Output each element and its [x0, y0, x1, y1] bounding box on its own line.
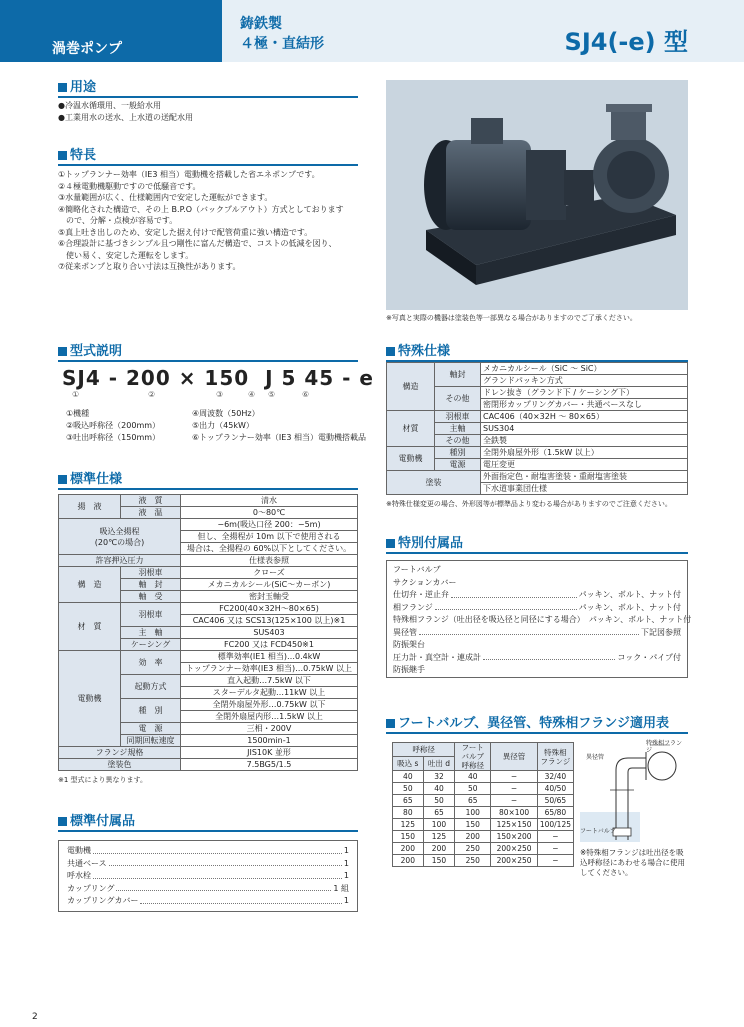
- table-cell: 150×200: [491, 831, 538, 843]
- item-name: カップリングカバー: [67, 896, 139, 905]
- item-name: 防振継手: [393, 665, 425, 674]
- table-cell: 200×250: [491, 855, 538, 867]
- table-cell: 40: [393, 771, 424, 783]
- table-cell: ドレン抜き（グランド下 / ケーシング下）: [481, 387, 688, 399]
- column-header: 吸込 s: [393, 757, 424, 771]
- table-cell: 100: [455, 807, 491, 819]
- table-cell: −: [537, 843, 573, 855]
- table-row: [59, 567, 358, 579]
- table-cell: 65: [455, 795, 491, 807]
- list-item: ⑤真上吐き出しのため、安定した据え付けで配管荷重に強い構造です。: [58, 227, 313, 237]
- column-header: 異径管: [491, 743, 538, 771]
- table-cell: 32: [423, 771, 455, 783]
- special-spec-table: [386, 362, 688, 495]
- table-row: [59, 555, 358, 567]
- explain-item: ②吸込呼称径（200mm）: [66, 421, 161, 430]
- table-cell: 80×100: [491, 807, 538, 819]
- page-number: 2: [32, 1012, 38, 1022]
- row-header: 塗装色: [59, 759, 181, 771]
- pump-photo: [386, 80, 688, 310]
- row-header: 許容押込圧力: [59, 555, 181, 567]
- standard-spec-table: [58, 494, 358, 771]
- diagram-label-pipe: 異径管: [586, 754, 605, 761]
- table-cell: 40: [423, 783, 455, 795]
- table-row: [59, 651, 358, 663]
- table-cell: 125: [393, 819, 424, 831]
- row-header: 材質: [387, 411, 435, 447]
- item-qty: 1: [343, 846, 349, 855]
- table-cell: クローズ: [181, 567, 358, 579]
- list-item: 使い易く、安定した運転をします。: [58, 250, 194, 260]
- table-cell: 外面指定色・耐塩害塗装・重耐塩害塗装: [481, 471, 688, 483]
- diagram-label-flange: 特殊相フランジ: [646, 740, 683, 754]
- table-cell: 80: [393, 807, 424, 819]
- row-header: 材 質: [59, 603, 121, 651]
- flange-table: [392, 742, 574, 867]
- table-cell: SUS304: [481, 423, 688, 435]
- flange-table-wrap: [392, 742, 574, 867]
- table-cell: 全鉄製: [481, 435, 688, 447]
- table-cell: 電圧変更: [481, 459, 688, 471]
- item-name: 圧力計・真空計・連成計: [393, 652, 481, 662]
- table-cell: 50/65: [537, 795, 573, 807]
- table-cell: CAC406（40×32H ～ 80×65）: [481, 411, 688, 423]
- pipe-diagram: [580, 740, 684, 844]
- row-subheader: その他: [435, 387, 481, 411]
- table-cell: 40: [455, 771, 491, 783]
- table-row: [393, 783, 574, 795]
- standard-spec-table-wrap: [58, 494, 358, 786]
- list-item: ②４極電動機駆動ですので低騒音です。: [58, 181, 201, 191]
- special-spec-table-wrap: [386, 362, 688, 510]
- std-acc-box: [58, 840, 358, 912]
- standard-spec-heading: 標準仕様: [58, 472, 358, 490]
- material-title: 鋳鉄製: [240, 16, 282, 32]
- row-subheader: 起動方式: [121, 675, 181, 699]
- row-subheader: 種 別: [121, 699, 181, 723]
- list-item: [67, 858, 349, 871]
- table-row: [387, 411, 688, 423]
- special-spec-heading: 特殊仕様: [386, 344, 688, 362]
- table-row: [393, 819, 574, 831]
- row-header: フランジ規格: [59, 747, 181, 759]
- column-header: フート バルブ 呼称径: [455, 743, 491, 771]
- item-name: 呼水栓: [67, 871, 91, 880]
- list-item: ので、分解・点検が容易です。: [58, 216, 178, 225]
- features-list: [58, 169, 344, 273]
- table-row: [59, 603, 358, 615]
- row-subheader: 羽根車: [435, 411, 481, 423]
- list-item: [393, 639, 681, 652]
- flange-table-note: ※特殊相フランジは吐出径を吸込呼称径にあわせる場合に使用してください。: [580, 848, 685, 877]
- table-row: [393, 807, 574, 819]
- special-acc-heading: 特別付属品: [386, 536, 688, 554]
- list-item: ⑦従来ポンプと取り合い寸法は互換性があります。: [58, 262, 241, 271]
- list-item: ①トップランナー効率（IE3 相当）電動機を搭載した省エネポンプです。: [58, 170, 320, 179]
- table-cell: 150: [423, 855, 455, 867]
- list-item: ●冷温水循環用、一般給水用: [58, 101, 161, 110]
- table-row: [59, 495, 358, 507]
- row-subheader: 電源: [435, 459, 481, 471]
- table-cell: 全閉外扇屋外形（1.5kW 以上）: [481, 447, 688, 459]
- table-cell: メカニカルシール（SiC ～ SiC）: [481, 363, 688, 375]
- table-cell: スターデルタ起動…11kW 以上: [181, 687, 358, 699]
- item-name: 防振架台: [393, 640, 425, 649]
- uses-heading: 用途: [58, 80, 358, 98]
- table-cell: メカニカルシール(SiC〜カーボン): [181, 579, 358, 591]
- row-header: 電動機: [59, 651, 121, 747]
- list-item: [393, 614, 692, 627]
- list-item: [393, 652, 681, 665]
- row-header: [59, 519, 181, 555]
- table-cell: 150: [393, 831, 424, 843]
- explain-item: ④周波数（50Hz）: [192, 409, 260, 418]
- row-header: 揚 液: [59, 495, 121, 519]
- table-cell: 直入起動…7.5kW 以下: [181, 675, 358, 687]
- table-row: [59, 759, 358, 771]
- model-explain-col2: [192, 408, 366, 444]
- table-row: [393, 855, 574, 867]
- std-acc-heading: 標準付属品: [58, 814, 358, 832]
- table-cell: 三相・200V: [181, 723, 358, 735]
- table-row: [393, 843, 574, 855]
- marker: ①: [72, 390, 80, 399]
- list-item: ⑥合理設計に基づきシンプル且つ剛性に富んだ構造で、コストの低減を図り、: [58, 239, 337, 248]
- table-cell: 100: [423, 819, 455, 831]
- table-cell: 250: [455, 843, 491, 855]
- table-cell: −: [537, 855, 573, 867]
- row-subheader: 主軸: [435, 423, 481, 435]
- table-cell: 0～80℃: [181, 507, 358, 519]
- header-category-band: [0, 0, 222, 62]
- table-cell: 密封玉軸受: [181, 591, 358, 603]
- table-cell: 32/40: [537, 771, 573, 783]
- type-title: ４極・直結形: [240, 36, 324, 52]
- item-name: カップリング: [67, 883, 115, 893]
- header-line: (20℃の場合): [94, 537, 145, 547]
- table-cell: −6m(吸込口径 200：−5m): [181, 519, 358, 531]
- table-row: [393, 771, 574, 783]
- model-explain-heading: 型式説明: [58, 344, 358, 362]
- item-detail: パッキン、ボルト、ナット付: [578, 602, 681, 612]
- table-cell: 40/50: [537, 783, 573, 795]
- row-subheader: 電 源: [121, 723, 181, 735]
- item-qty: 1: [343, 896, 349, 905]
- table-cell: トップランナー効率(IE3 相当)…0.75kW 以上: [181, 663, 358, 675]
- list-item: [393, 664, 681, 677]
- item-name: フートバルブ: [393, 565, 441, 574]
- item-detail: パッキン、ボルト、ナット付: [578, 590, 681, 599]
- flange-table-heading: フートバルブ、異径管、特殊相フランジ適用表: [386, 716, 688, 734]
- table-row: [59, 519, 358, 531]
- table-cell: 全閉外扇屋外形…0.75kW 以下: [181, 699, 358, 711]
- table-cell: SUS403: [181, 627, 358, 639]
- table-cell: −: [491, 771, 538, 783]
- table-row: [387, 471, 688, 483]
- table-cell: 50: [423, 795, 455, 807]
- row-subheader: 軸 封: [121, 579, 181, 591]
- table-row: [59, 747, 358, 759]
- row-header: 電動機: [387, 447, 435, 471]
- explain-item: ⑥トップランナー効率（IE3 相当）電動機搭載品: [192, 433, 366, 442]
- row-subheader: その他: [435, 435, 481, 447]
- table-cell: 標準効率(IE1 相当)…0.4kW: [181, 651, 358, 663]
- table-row: [393, 795, 574, 807]
- row-header: 構造: [387, 363, 435, 411]
- features-heading: 特長: [58, 148, 358, 166]
- explain-item: ③吐出呼称径（150mm）: [66, 433, 161, 442]
- table-cell: 200×250: [491, 843, 538, 855]
- row-subheader: ケーシング: [121, 639, 181, 651]
- list-item: ●工業用水の送水、上水道の送配水用: [58, 113, 193, 122]
- row-subheader: 羽根車: [121, 603, 181, 627]
- table-cell: 仕様表参照: [181, 555, 358, 567]
- row-subheader: 主 軸: [121, 627, 181, 639]
- table-row: [393, 831, 574, 843]
- model-code: SJ4 - 200 × 150 J 5 45 - e: [62, 366, 374, 390]
- model-explain-col1: [66, 408, 160, 444]
- table-row: [387, 363, 688, 375]
- model-title: SJ4(-e) 型: [564, 28, 688, 56]
- table-cell: −: [491, 795, 538, 807]
- item-name: 異径管: [393, 627, 417, 637]
- table-cell: 65: [393, 795, 424, 807]
- table-header-row: [393, 743, 574, 757]
- table-cell: 200: [393, 855, 424, 867]
- item-detail: パッキン、ボルト、ナット付: [588, 615, 692, 624]
- item-detail: 下記図参照: [641, 627, 681, 637]
- table-cell: 65: [423, 807, 455, 819]
- list-item: [393, 602, 681, 615]
- header-title-band: [222, 0, 744, 62]
- item-qty: 1 組: [333, 883, 349, 893]
- table-cell: 125: [423, 831, 455, 843]
- column-header: 呼称径: [393, 743, 455, 757]
- photo-note: ※写真と実際の機器は塗装色等一部異なる場合がありますのでご了承ください。: [386, 314, 637, 322]
- item-qty: 1: [343, 871, 349, 880]
- table-cell: グランドパッキン方式: [481, 375, 688, 387]
- marker: ③: [216, 390, 224, 399]
- row-subheader: 軸封: [435, 363, 481, 387]
- row-subheader: 液 質: [121, 495, 181, 507]
- table-cell: 65/80: [537, 807, 573, 819]
- category-title: 渦巻ポンプ: [52, 41, 122, 57]
- table-cell: −: [491, 783, 538, 795]
- table-cell: 200: [455, 831, 491, 843]
- explain-item: ⑤出力（45kW）: [192, 421, 254, 430]
- row-subheader: 同期回転速度: [121, 735, 181, 747]
- item-name: 特殊相フランジ（吐出径を吸込径と同径にする場合）: [393, 615, 585, 624]
- list-item: [67, 870, 349, 883]
- list-item: [393, 627, 681, 640]
- table-cell: 但し、全揚程が 10m 以下で使用される: [181, 531, 358, 543]
- marker: ④: [248, 390, 256, 399]
- header-line: 吸込全揚程: [99, 526, 140, 536]
- explain-item: ①機種: [66, 409, 90, 418]
- standard-spec-note: ※1 型式により異なります。: [58, 776, 147, 784]
- table-cell: 200: [423, 843, 455, 855]
- table-cell: −: [537, 831, 573, 843]
- row-subheader: 効 率: [121, 651, 181, 675]
- diagram-label-footvalve: フートバルブ: [580, 828, 616, 835]
- list-item: [393, 577, 681, 590]
- list-item: [67, 895, 349, 908]
- table-cell: 7.5BG5/1.5: [181, 759, 358, 771]
- list-item: ③水量範囲が広く、仕様範囲内で安定した運転ができます。: [58, 193, 273, 202]
- row-subheader: 軸 受: [121, 591, 181, 603]
- table-cell: 150: [455, 819, 491, 831]
- row-subheader: 羽根車: [121, 567, 181, 579]
- table-cell: 清水: [181, 495, 358, 507]
- special-acc-box: [386, 560, 692, 678]
- table-row: [387, 447, 688, 459]
- row-header: 塗装: [387, 471, 481, 495]
- item-name: 共通ベース: [67, 858, 107, 868]
- table-cell: 125×150: [491, 819, 538, 831]
- item-detail: コック・パイプ付: [617, 652, 681, 662]
- item-name: 相フランジ: [393, 602, 433, 612]
- row-subheader: 種別: [435, 447, 481, 459]
- table-cell: 50: [393, 783, 424, 795]
- table-cell: 場合は、全揚程の 60%以下としてください。: [181, 543, 358, 555]
- uses-list: [58, 100, 193, 124]
- list-item: [67, 883, 349, 896]
- column-header: 特殊相 フランジ: [537, 743, 573, 771]
- special-spec-note: ※特殊仕様変更の場合、外形図等が標準品より変わる場合がありますのでご注意ください。: [386, 500, 672, 508]
- table-cell: 下水道事業団仕様: [481, 483, 688, 495]
- item-name: 電動機: [67, 846, 91, 855]
- marker: ⑥: [302, 390, 310, 399]
- item-name: 仕切弁・逆止弁: [393, 590, 449, 599]
- row-header: 構 造: [59, 567, 121, 603]
- table-cell: 100/125: [537, 819, 573, 831]
- table-cell: 250: [455, 855, 491, 867]
- list-item: [393, 589, 681, 602]
- table-cell: 50: [455, 783, 491, 795]
- table-cell: FC200(40×32H〜80×65): [181, 603, 358, 615]
- table-cell: CAC406 又は SCS13(125×100 以上)※1: [181, 615, 358, 627]
- table-cell: 200: [393, 843, 424, 855]
- marker: ②: [148, 390, 156, 399]
- row-subheader: 液 温: [121, 507, 181, 519]
- list-item: ④簡略化された構造で、その上 B.P.O（バックプルアウト）方式としております: [58, 204, 344, 214]
- table-cell: 全閉外扇屋内形…1.5kW 以上: [181, 711, 358, 723]
- list-item: [393, 564, 681, 577]
- table-cell: JIS10K 並形: [181, 747, 358, 759]
- item-qty: 1: [343, 858, 349, 868]
- table-cell: FC200 又は FCD450※1: [181, 639, 358, 651]
- marker: ⑤: [268, 390, 276, 399]
- table-cell: 1500min-1: [181, 735, 358, 747]
- list-item: [67, 845, 349, 858]
- column-header: 吐出 d: [423, 757, 455, 771]
- item-name: サクションカバー: [393, 577, 457, 587]
- table-cell: 密閉形カップリングカバー・共通ベースなし: [481, 399, 688, 411]
